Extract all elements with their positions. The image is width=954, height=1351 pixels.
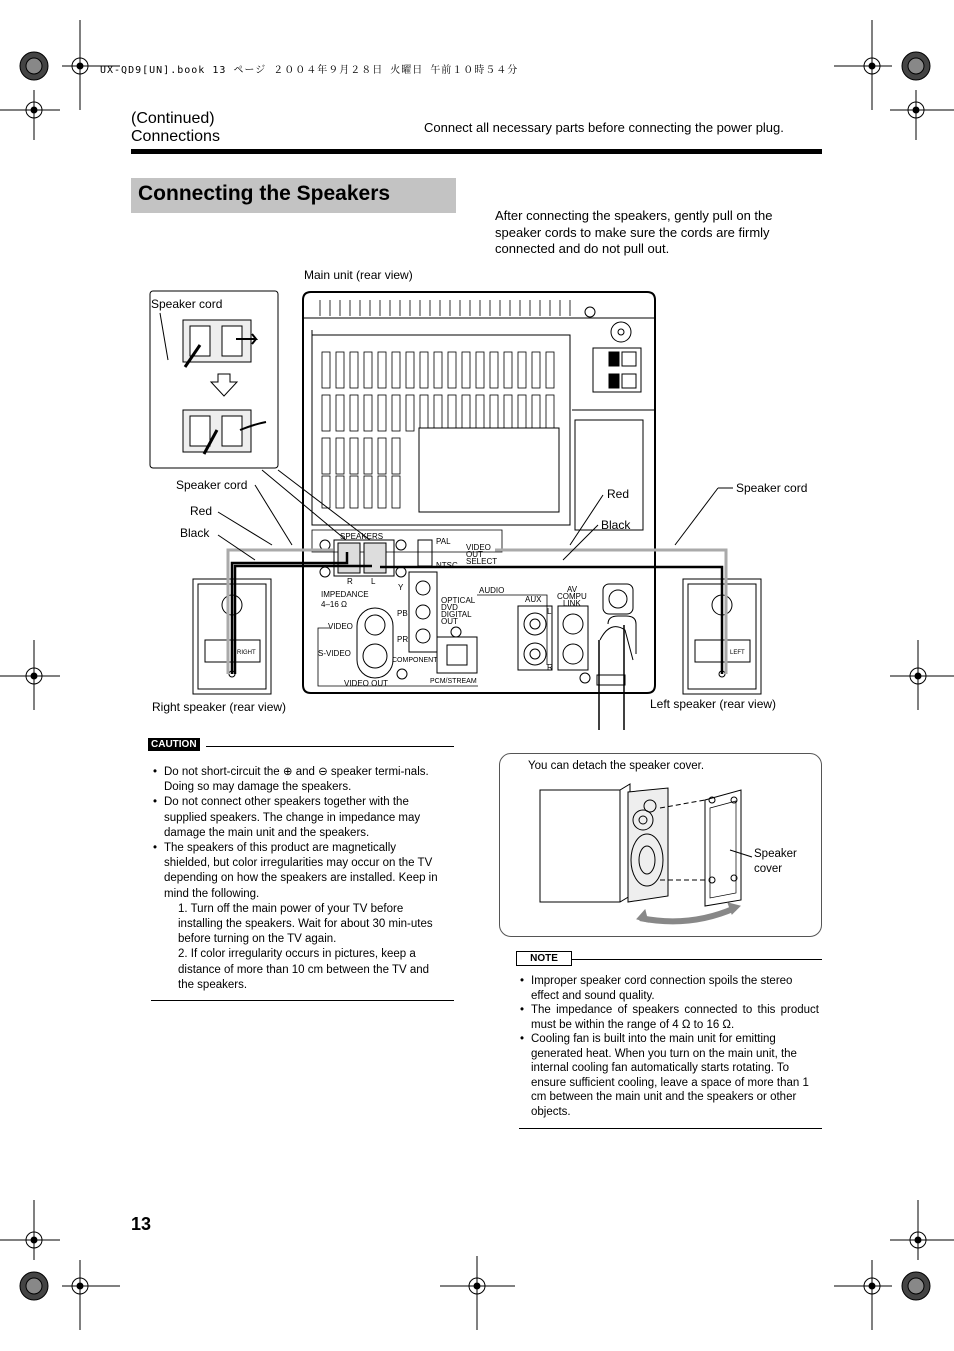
aux-label: AUX bbox=[525, 595, 542, 604]
header-note: Connect all necessary parts before connecting the power plug. bbox=[424, 120, 784, 135]
main-unit-label: Main unit (rear view) bbox=[304, 268, 413, 282]
left-speaker-label: Left speaker (rear view) bbox=[650, 697, 777, 711]
cover-box-text: You can detach the speaker cover. bbox=[528, 760, 705, 772]
left-speaker-tag: LEFT bbox=[730, 650, 745, 656]
av-compulink-3: LINK bbox=[563, 599, 581, 608]
video-out-select-1: VIDEO bbox=[466, 543, 491, 552]
note-item: • Improper speaker cord connection spoils the stereo effect and sound quality. bbox=[519, 974, 819, 1003]
black-left-label: Black bbox=[180, 526, 210, 540]
note-rule bbox=[571, 959, 822, 960]
caution-item: • Do not short-circuit the ⊕ and ⊖ speaker termi-nals. Doing so may damage the speakers. bbox=[152, 765, 442, 795]
note-item: • The impedance of speakers connected to this product must be within the range of 4 Ω to 16 Ω. bbox=[519, 1003, 819, 1032]
red-right-label: Red bbox=[607, 487, 630, 501]
black-right-label: Black bbox=[601, 518, 631, 532]
component-label: COMPONENT bbox=[392, 657, 438, 664]
aux-r-label: R bbox=[547, 663, 553, 672]
pr-label: PR bbox=[397, 635, 409, 644]
caution-subitem: 1. Turn off the main power of your TV before installing the speakers. Wait for about 30 min-utes before turning on the TV again. bbox=[178, 902, 433, 946]
caution-badge: CAUTION bbox=[148, 738, 200, 751]
audio-label: AUDIO bbox=[479, 586, 505, 595]
note-item: • Cooling fan is built into the main unit for emitting generated heat. When you turn on the main unit, the internal cooling fan automatically starts rotating. To ensure sufficient cooling, leave a space of more than 1 cm between the main unit and the speakers or other objects. bbox=[519, 1032, 819, 1119]
speaker-cover-label bbox=[754, 847, 797, 877]
optical-4: OUT bbox=[441, 617, 458, 626]
right-speaker-label: Right speaker (rear view) bbox=[152, 700, 287, 714]
terminal-l-label: L bbox=[371, 577, 376, 586]
speaker-cord-right-label: Speaker cord bbox=[736, 481, 808, 495]
speakers-terminal-label: SPEAKERS bbox=[340, 532, 384, 541]
note-badge: NOTE bbox=[516, 951, 572, 966]
optical-2: DVD bbox=[441, 603, 458, 612]
video-out-label: VIDEO OUT bbox=[344, 679, 389, 688]
optical-3: DIGITAL bbox=[441, 610, 472, 619]
caution-list bbox=[152, 765, 442, 993]
caution-item-text: The speakers of this product are magnetically shielded, but color irregularities may occur on the TV depending on how the speakers are installed. Keep in mind the following. bbox=[164, 842, 438, 900]
av-compulink-1: AV bbox=[567, 585, 578, 594]
optical-1: OPTICAL bbox=[441, 596, 476, 605]
av-compulink-2: COMPU bbox=[557, 592, 587, 601]
caution-item bbox=[152, 841, 442, 993]
header-continued: (Continued) bbox=[131, 110, 215, 127]
speaker-cord-left-label: Speaker cord bbox=[176, 478, 248, 492]
pal-label: PAL bbox=[436, 537, 451, 546]
print-header: UX-QD9[UN].book 13 ページ ２００４年９月２８日 火曜日 午前１０時５４分 bbox=[100, 65, 519, 76]
note-list bbox=[519, 974, 819, 1119]
note-bottom-rule bbox=[519, 1128, 822, 1129]
red-left-label: Red bbox=[190, 504, 213, 518]
video-out-select-2: OUT bbox=[466, 550, 483, 559]
speaker-cover-label-1: Speaker bbox=[754, 848, 797, 860]
caution-item: • Do not connect other speakers together with the supplied speakers. The change in impedance may damage the main unit and the speakers. bbox=[152, 795, 442, 841]
header-section: Connections bbox=[131, 128, 220, 145]
impedance-label: IMPEDANCE bbox=[321, 590, 369, 599]
caution-bottom-rule bbox=[151, 1000, 454, 1001]
video-jack-label: VIDEO bbox=[328, 622, 353, 631]
impedance-ohms: 4–16 Ω bbox=[321, 600, 347, 609]
caution-subitem: 2. If color irregularity occurs in pictures, keep a distance of more than 10 cm between the TV and the speakers. bbox=[178, 948, 430, 991]
pcm-stream-label: PCM/STREAM bbox=[430, 678, 477, 685]
video-out-select-3: SELECT bbox=[466, 557, 498, 566]
ntsc-label: NTSC bbox=[436, 561, 458, 570]
intro-text: After connecting the speakers, gently pull on the speaker cords to make sure the cords are firmly connected and do not pull out. bbox=[495, 208, 773, 256]
connection-diagram bbox=[140, 260, 830, 730]
speaker-cover-label-2: cover bbox=[754, 863, 783, 875]
terminal-r-label: R bbox=[347, 577, 353, 586]
header-rule bbox=[131, 149, 822, 154]
page-title: Connecting the Speakers bbox=[138, 182, 391, 205]
caution-rule bbox=[206, 746, 454, 747]
aux-l-label: L bbox=[547, 607, 552, 616]
page-number: 13 bbox=[131, 1214, 152, 1234]
right-speaker-tag: RIGHT bbox=[237, 650, 256, 656]
y-label: Y bbox=[398, 583, 404, 592]
svideo-jack-label: S-VIDEO bbox=[318, 649, 351, 658]
inset-speaker-cord-label: Speaker cord bbox=[151, 297, 223, 311]
pb-label: PB bbox=[397, 609, 408, 618]
